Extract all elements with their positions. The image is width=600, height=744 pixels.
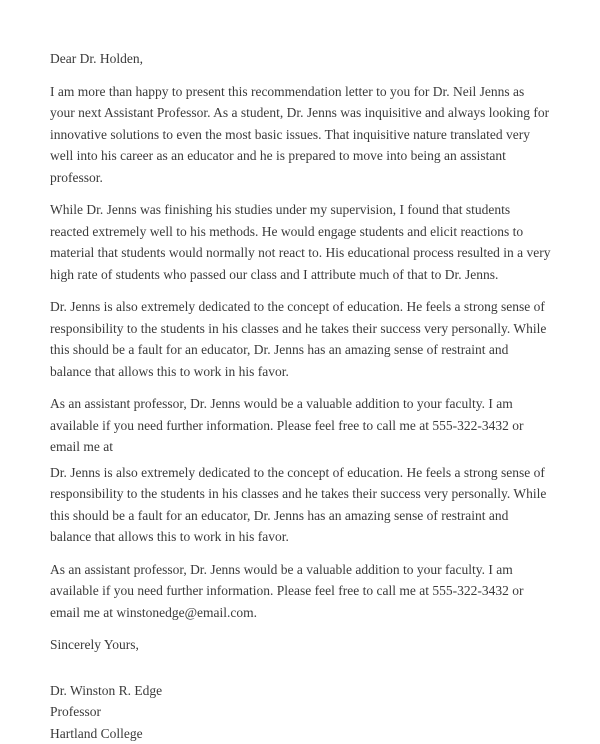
signature-block bbox=[50, 680, 552, 744]
signature-organization: Hartland College bbox=[50, 723, 552, 744]
signature-title: Professor bbox=[50, 701, 552, 723]
salutation: Dear Dr. Holden, bbox=[50, 48, 552, 70]
signature-name: Dr. Winston R. Edge bbox=[50, 680, 552, 702]
paragraph-supervision: While Dr. Jenns was finishing his studies under my supervision, I found that students reacted extremely well to his methods. He would engage students and elicit reactions to material that students would normally not react to. His educational process resulted in a very high rate of students who passed our class and I attribute much of that to Dr. Jenns. bbox=[50, 199, 552, 285]
paragraph-availability-truncated: As an assistant professor, Dr. Jenns would be a valuable addition to your faculty. I am available if you need further information. Please feel free to call me at 555-322-3432 or email me at bbox=[50, 393, 552, 458]
paragraph-dedication-repeat: Dr. Jenns is also extremely dedicated to the concept of education. He feels a strong sense of responsibility to the students in his classes and he takes their success very personally. While this should be a fault for an educator, Dr. Jenns has an amazing sense of restraint and balance that allows this to work in his favor. bbox=[50, 462, 552, 548]
paragraph-availability-full: As an assistant professor, Dr. Jenns would be a valuable addition to your faculty. I am available if you need further information. Please feel free to call me at 555-322-3432 or email me at winstonedge@email.com. bbox=[50, 559, 552, 624]
paragraph-intro: I am more than happy to present this recommendation letter to you for Dr. Neil Jenns as your next Assistant Professor. As a student, Dr. Jenns was inquisitive and always looking for innovative solutions to even the most basic issues. That inquisitive nature translated very well into his career as an educator and he is prepared to move into being an assistant professor. bbox=[50, 81, 552, 189]
closing-line: Sincerely Yours, bbox=[50, 634, 552, 656]
paragraph-dedication: Dr. Jenns is also extremely dedicated to the concept of education. He feels a strong sense of responsibility to the students in his classes and he takes their success very personally. While this should be a fault for an educator, Dr. Jenns has an amazing sense of restraint and balance that allows this to work in his favor. bbox=[50, 296, 552, 382]
